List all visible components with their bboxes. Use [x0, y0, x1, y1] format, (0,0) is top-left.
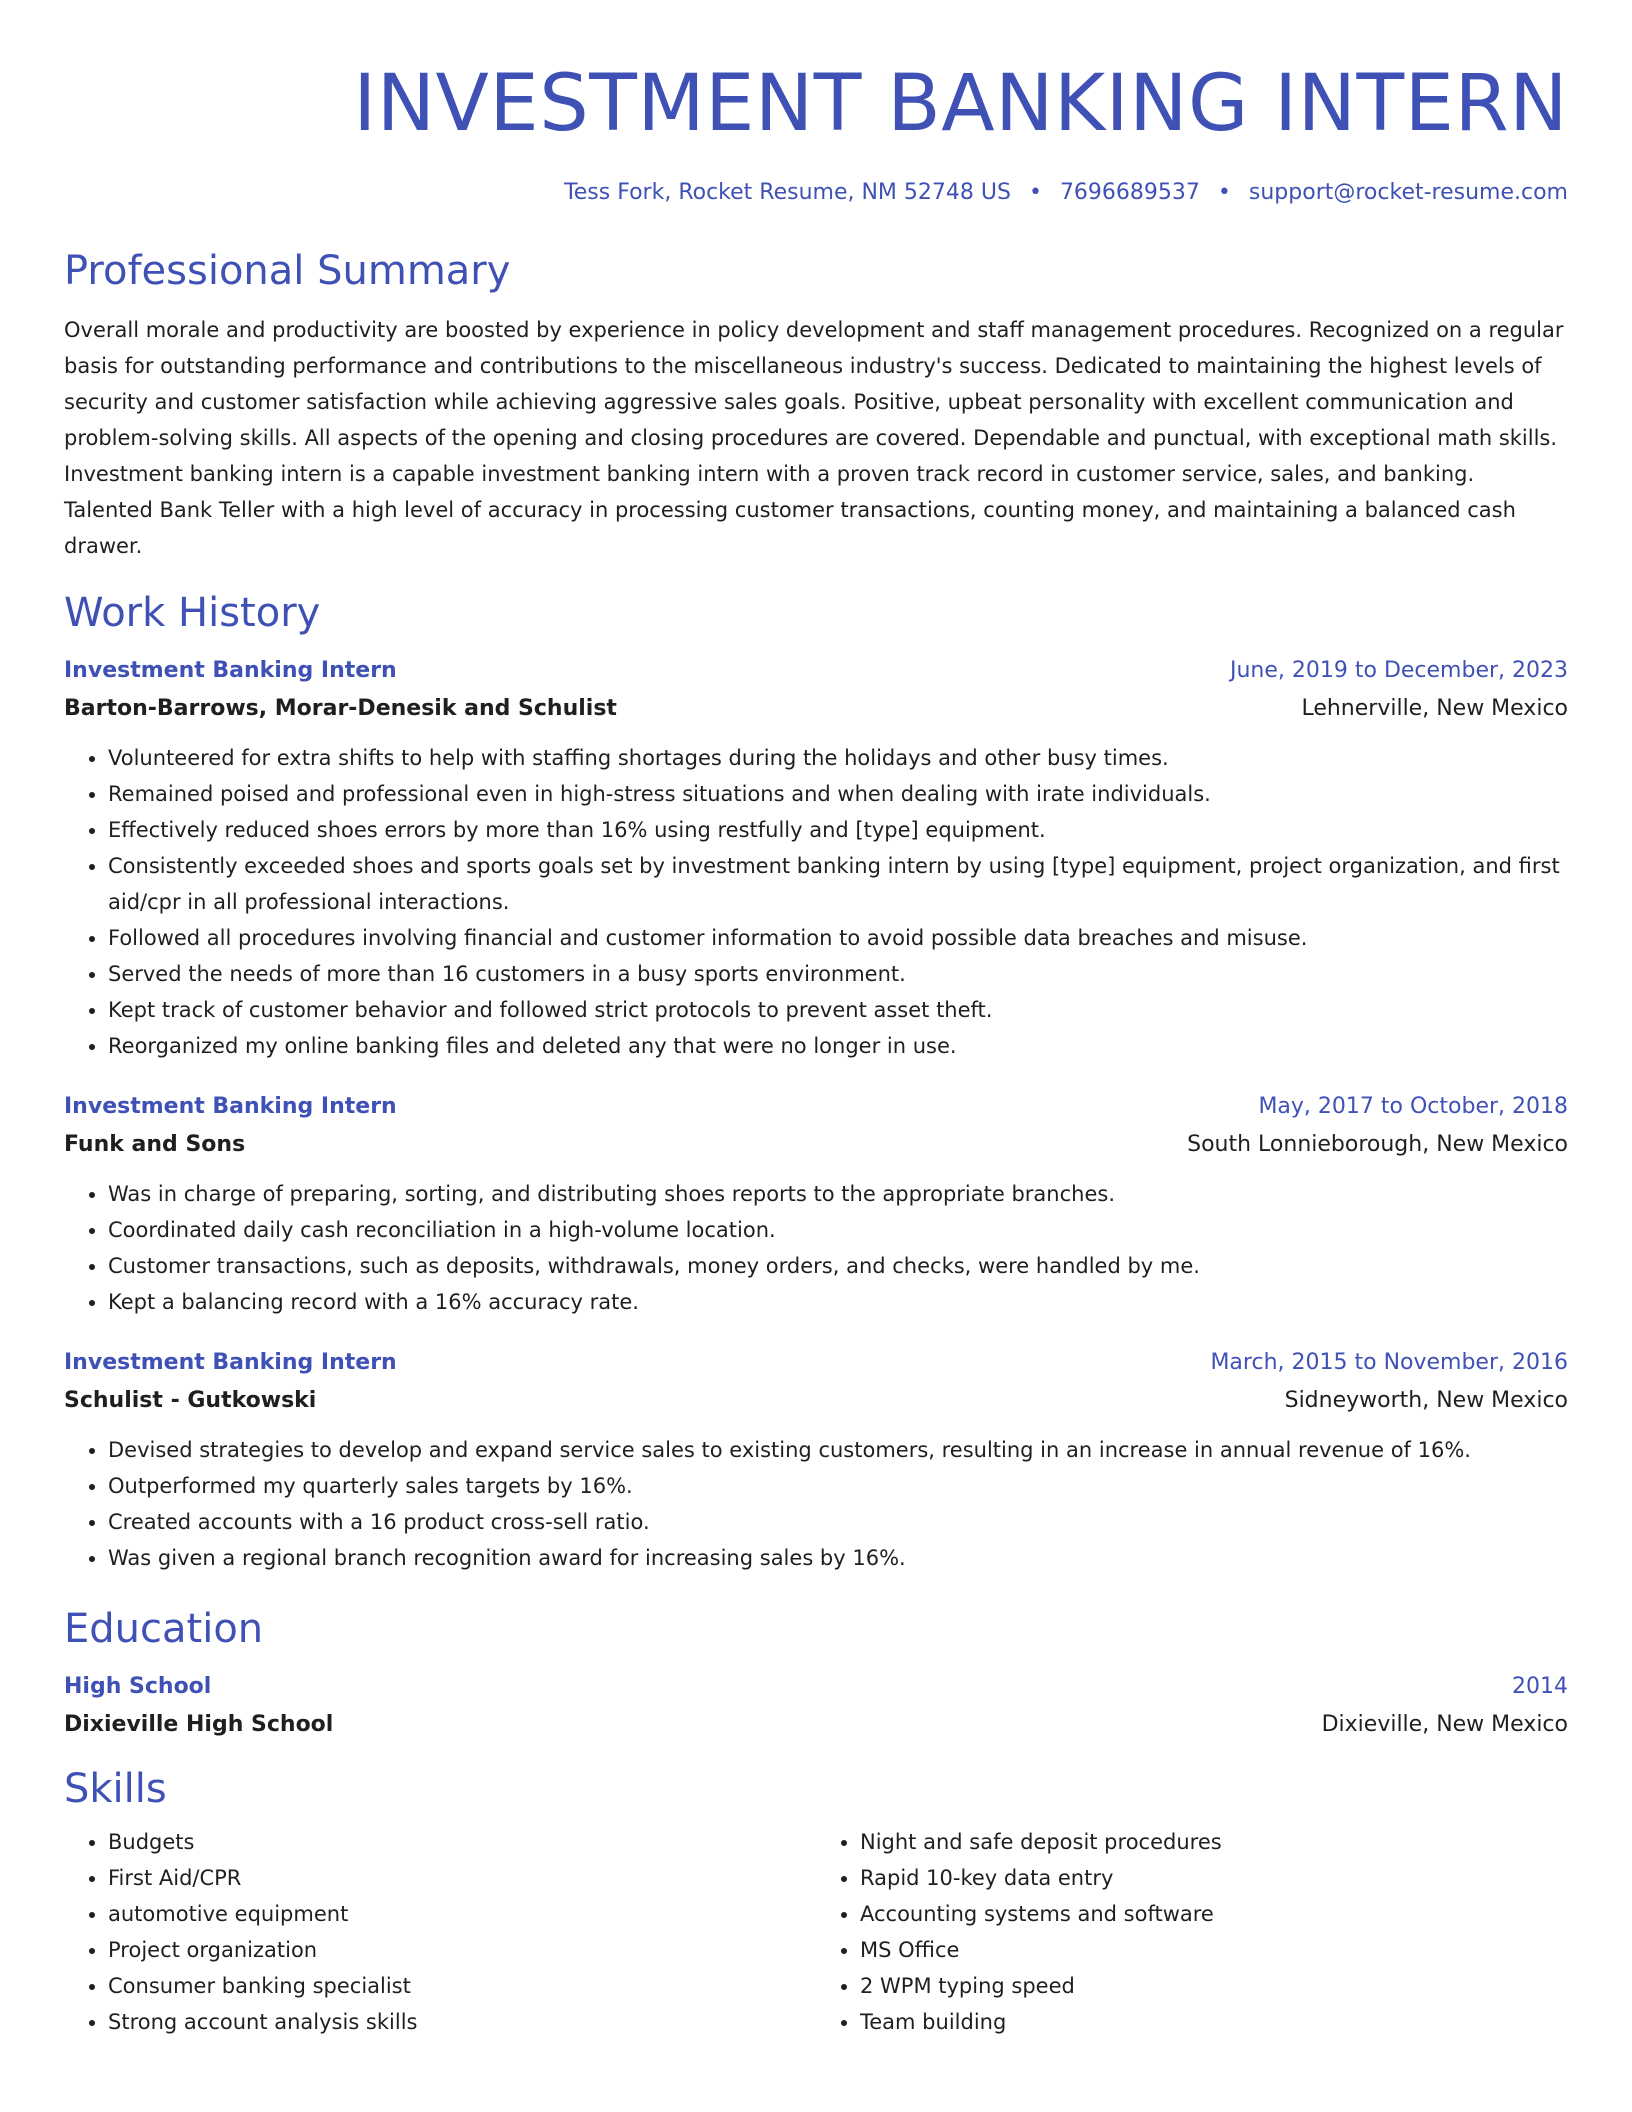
- job-header-row: [64, 1088, 1568, 1126]
- job-bullet: • Outperformed my quarterly sales targets by 16%.: [108, 1468, 1568, 1504]
- job-bullet: • Effectively reduced shoes errors by more than 16% using restfully and [type] equipment.: [108, 812, 1568, 848]
- job-bullet: • Was in charge of preparing, sorting, and distributing shoes reports to the appropriate branches.: [108, 1176, 1568, 1212]
- work-history-heading: Work History: [64, 590, 321, 636]
- job-bullet: • Followed all procedures involving financial and customer information to avoid possible data breaches and misuse.: [108, 920, 1568, 956]
- job-bullet-list: [64, 1432, 1568, 1576]
- job-bullet: • Kept a balancing record with a 16% accuracy rate.: [108, 1284, 1568, 1320]
- skill-item: • Accounting systems and software: [860, 1896, 1568, 1932]
- education-school: Dixieville High School: [64, 1712, 334, 1737]
- job-role: Investment Banking Intern: [64, 1350, 397, 1375]
- job-bullet: • Devised strategies to develop and expand service sales to existing customers, resulting in an increase in annual revenue of 16%.: [108, 1432, 1568, 1468]
- education-entry: [64, 1668, 1568, 1744]
- job-header-row: [64, 1344, 1568, 1382]
- job-employer-row: [64, 1382, 1568, 1420]
- job-bullet: • Kept track of customer behavior and followed strict protocols to prevent asset theft.: [108, 992, 1568, 1028]
- job-bullet-list: [64, 740, 1568, 1064]
- contact-address: Tess Fork, Rocket Resume, NM 52748 US: [564, 180, 1011, 205]
- job-employer: Schulist - Gutkowski: [64, 1388, 317, 1413]
- skill-item: • automotive equipment: [108, 1896, 816, 1932]
- skills-grid: [64, 1824, 1568, 2040]
- job-bullet: • Reorganized my online banking files and deleted any that were no longer in use.: [108, 1028, 1568, 1064]
- skill-item: • Rapid 10-key data entry: [860, 1860, 1568, 1896]
- job-bullet: • Remained poised and professional even in high-stress situations and when dealing with irate individuals.: [108, 776, 1568, 812]
- job-dates: May, 2017 to October, 2018: [1258, 1094, 1568, 1119]
- education-header-row: [64, 1668, 1568, 1706]
- job-bullet: • Consistently exceeded shoes and sports goals set by investment banking intern by using [type] equipment, project organization, and first aid/cpr in all professional interactions.: [108, 848, 1568, 920]
- education-year: 2014: [1512, 1674, 1568, 1699]
- skill-item: • Night and safe deposit procedures: [860, 1824, 1568, 1860]
- contact-separator: •: [1217, 180, 1231, 205]
- job-employer-row: [64, 1126, 1568, 1164]
- contact-line: [64, 178, 1568, 208]
- contact-separator: •: [1028, 180, 1042, 205]
- skills-list-right: [816, 1824, 1568, 2040]
- job-bullet: • Customer transactions, such as deposits, withdrawals, money orders, and checks, were handled by me.: [108, 1248, 1568, 1284]
- skills-heading: Skills: [64, 1766, 167, 1812]
- job-role: Investment Banking Intern: [64, 1094, 397, 1119]
- job-dates: March, 2015 to November, 2016: [1210, 1350, 1568, 1375]
- job-employer: Funk and Sons: [64, 1132, 246, 1157]
- skill-item: • Strong account analysis skills: [108, 2004, 816, 2040]
- skill-item: • 2 WPM typing speed: [860, 1968, 1568, 2004]
- job-employer-row: [64, 690, 1568, 728]
- education-school-row: [64, 1706, 1568, 1744]
- job-role: Investment Banking Intern: [64, 658, 397, 683]
- resume-title: INVESTMENT BANKING INTERN: [353, 59, 1568, 149]
- job-bullet-list: [64, 1176, 1568, 1320]
- job-entry: [64, 652, 1568, 1064]
- job-bullet: • Volunteered for extra shifts to help with staffing shortages during the holidays and other busy times.: [108, 740, 1568, 776]
- education-location: Dixieville, New Mexico: [1321, 1712, 1568, 1737]
- skill-item: • Budgets: [108, 1824, 816, 1860]
- education-degree: High School: [64, 1674, 212, 1699]
- job-location: South Lonnieborough, New Mexico: [1187, 1132, 1568, 1157]
- job-bullet: • Created accounts with a 16 product cross-sell ratio.: [108, 1504, 1568, 1540]
- skill-item: • Consumer banking specialist: [108, 1968, 816, 2004]
- education-heading: Education: [64, 1606, 264, 1652]
- contact-phone: 7696689537: [1059, 180, 1200, 205]
- job-employer: Barton-Barrows, Morar-Denesik and Schulist: [64, 696, 617, 721]
- job-location: Lehnerville, New Mexico: [1301, 696, 1568, 721]
- skills-list-left: [64, 1824, 816, 2040]
- skill-item: • Team building: [860, 2004, 1568, 2040]
- summary-text: Overall morale and productivity are boosted by experience in policy development and staff management procedures. Recognized on a regular basis for outstanding performance and contributions to the miscellaneous industry's success. Dedicated to maintaining the highest levels of security and customer satisfaction while achieving aggressive sales goals. Positive, upbeat personality with excellent communication and problem-solving skills. All aspects of the opening and closing procedures are covered. Dependable and punctual, with exceptional math skills. Investment banking intern is a capable investment banking intern with a proven track record in customer service, sales, and banking. Talented Bank Teller with a high level of accuracy in processing customer transactions, counting money, and maintaining a balanced cash drawer.: [64, 318, 1564, 558]
- skill-item: • Project organization: [108, 1932, 816, 1968]
- job-location: Sidneyworth, New Mexico: [1284, 1388, 1568, 1413]
- job-entry: [64, 1344, 1568, 1576]
- contact-email: support@rocket-resume.com: [1248, 180, 1568, 205]
- job-bullet: • Coordinated daily cash reconciliation in a high-volume location.: [108, 1212, 1568, 1248]
- summary-heading: Professional Summary: [64, 248, 511, 294]
- job-entry: [64, 1088, 1568, 1320]
- job-header-row: [64, 652, 1568, 690]
- skill-item: • MS Office: [860, 1932, 1568, 1968]
- skill-item: • First Aid/CPR: [108, 1860, 816, 1896]
- job-bullet: • Was given a regional branch recognition award for increasing sales by 16%.: [108, 1540, 1568, 1576]
- job-bullet: • Served the needs of more than 16 customers in a busy sports environment.: [108, 956, 1568, 992]
- job-dates: June, 2019 to December, 2023: [1229, 658, 1568, 683]
